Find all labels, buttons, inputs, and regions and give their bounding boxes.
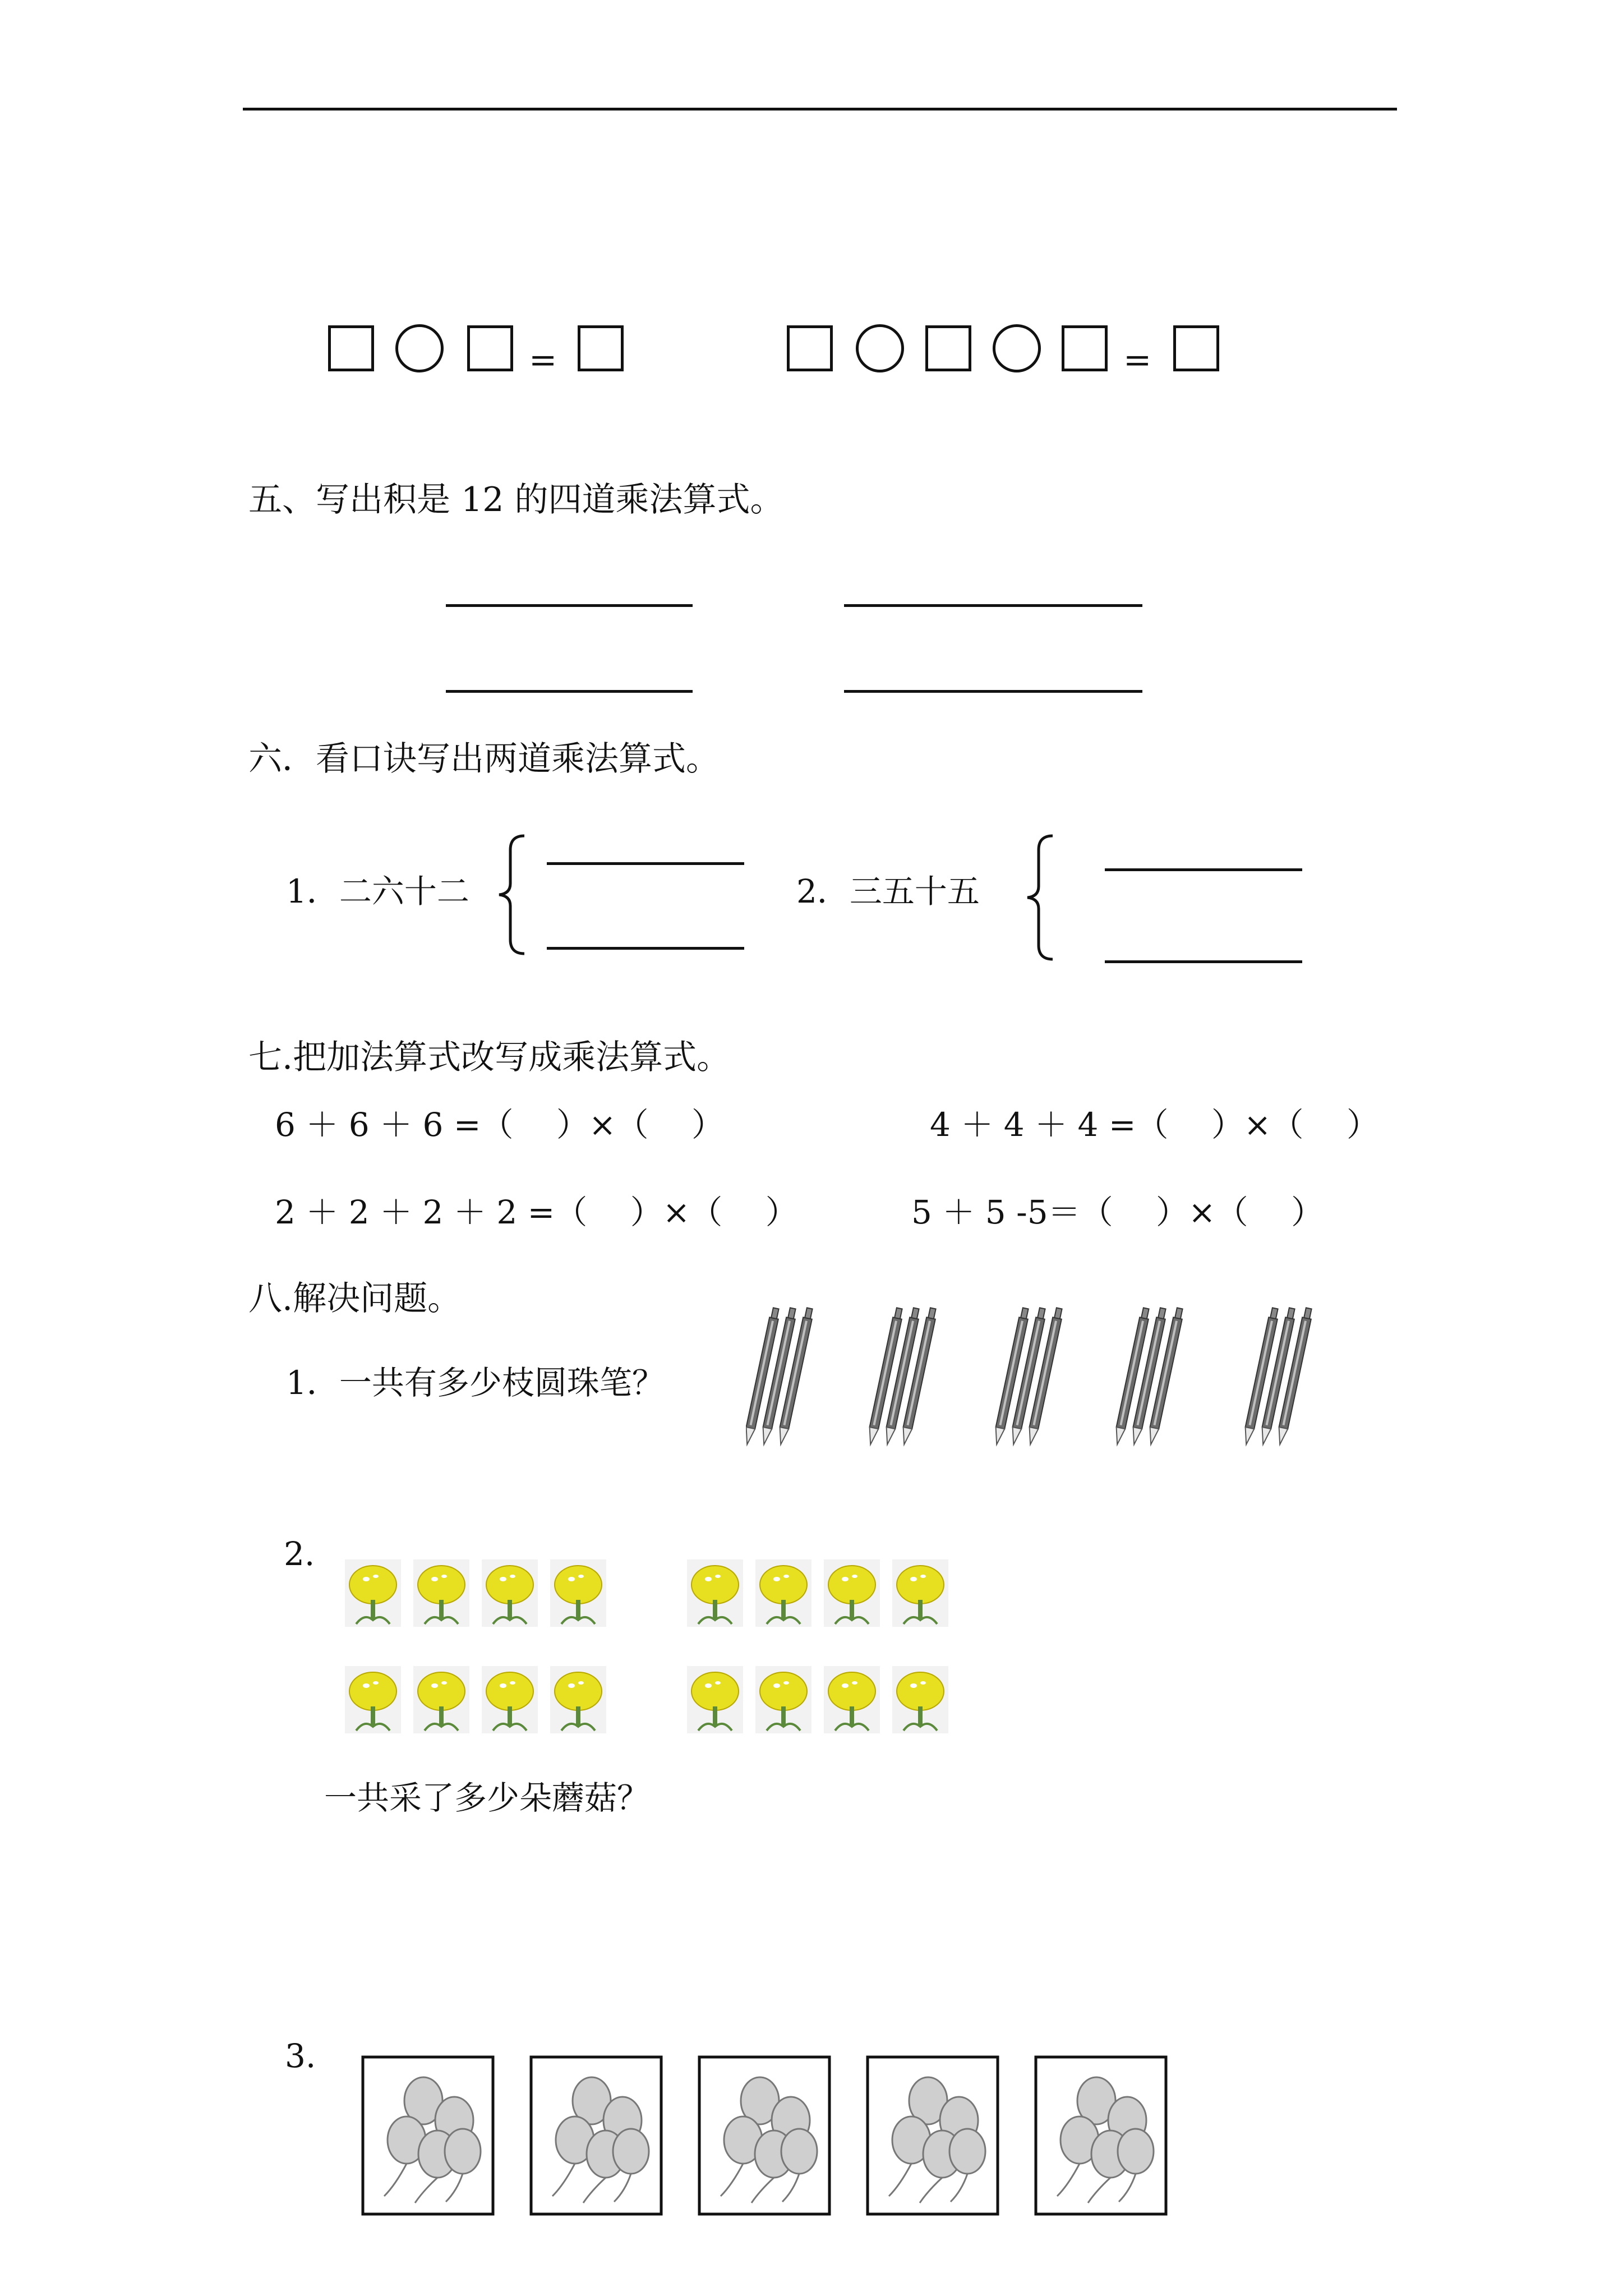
pen-group <box>746 1308 814 1446</box>
section6-item1: 1．二六十二 <box>286 872 469 910</box>
question-3-number: 3. <box>285 2037 316 2075</box>
mushroom-grid-image <box>336 1554 965 1756</box>
equals-sign: = <box>529 341 557 380</box>
answer-box[interactable] <box>328 325 374 371</box>
answer-box[interactable] <box>578 325 624 371</box>
operator-circle[interactable] <box>395 324 444 372</box>
answer-box[interactable] <box>1062 325 1108 371</box>
section7-title: 七.把加法算式改写成乘法算式。 <box>248 1038 731 1077</box>
section5-title: 五、写出积是 12 的四道乘法算式。 <box>248 480 784 519</box>
answer-line[interactable] <box>1105 960 1302 963</box>
answer-line[interactable] <box>446 604 693 607</box>
curly-brace-icon <box>494 833 533 956</box>
question-2-number: 2. <box>284 1535 315 1573</box>
answer-box[interactable] <box>467 325 513 371</box>
balloon-bunches-image <box>359 2053 1189 2221</box>
answer-line[interactable] <box>547 947 744 950</box>
conversion-row: 2 ＋ 2 ＋ 2 ＋ 2 =（ ）×（ ） <box>275 1193 798 1231</box>
question-1: 1．一共有多少枝圆珠笔？ <box>286 1364 665 1402</box>
pen-group <box>1113 1308 1184 1446</box>
operator-circle[interactable] <box>856 324 904 372</box>
pen-group <box>1242 1308 1313 1446</box>
conversion-row: 6 ＋ 6 ＋ 6 =（ ）×（ ） <box>275 1106 724 1144</box>
answer-line[interactable] <box>547 862 744 865</box>
equals-sign: = <box>1123 341 1152 380</box>
pen-group <box>866 1308 937 1446</box>
conversion-row: 4 ＋ 4 ＋ 4 =（ ）×（ ） <box>930 1106 1379 1144</box>
section6-title: 六．看口诀写出两道乘法算式。 <box>248 739 720 779</box>
section8-title: 八.解决问题。 <box>248 1279 462 1318</box>
curly-brace-icon <box>1022 833 1061 962</box>
answer-line[interactable] <box>844 690 1142 693</box>
conversion-row: 5 ＋ 5 -5＝（ ）×（ ） <box>911 1193 1324 1231</box>
answer-box[interactable] <box>925 325 971 371</box>
answer-line[interactable] <box>844 604 1142 607</box>
operator-circle[interactable] <box>993 324 1041 372</box>
pen-group <box>992 1308 1063 1446</box>
answer-line[interactable] <box>1105 868 1302 871</box>
top-rule <box>243 108 1397 111</box>
answer-box[interactable] <box>1173 325 1219 371</box>
answer-box[interactable] <box>787 325 833 371</box>
section6-item2: 2．三五十五 <box>796 872 980 910</box>
answer-line[interactable] <box>446 690 693 693</box>
question-2: 一共采了多少朵蘑菇？ <box>324 1779 650 1817</box>
pen-groups-image <box>746 1285 1363 1447</box>
